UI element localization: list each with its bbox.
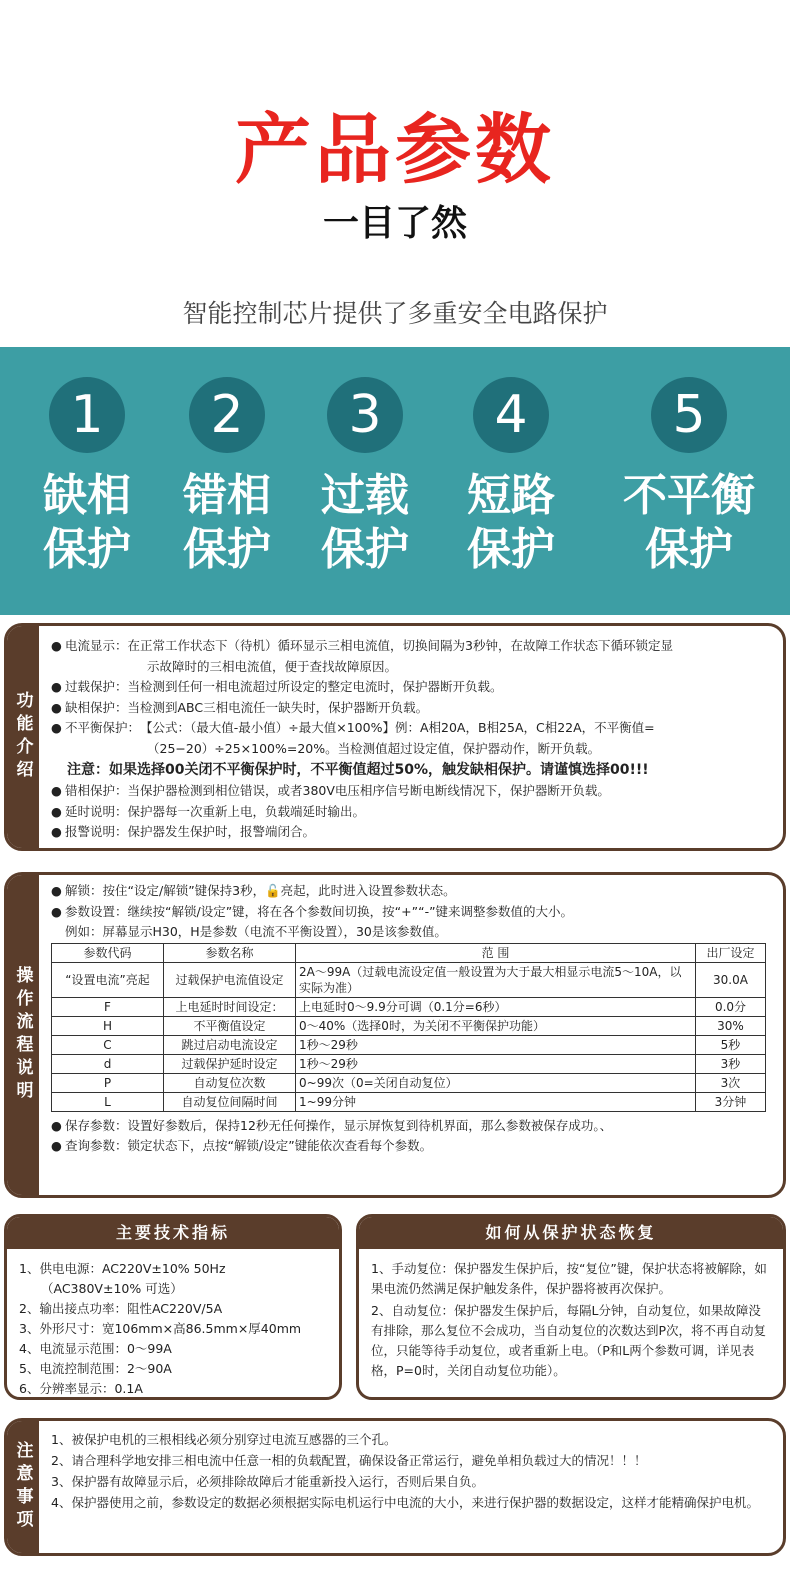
wrong-phase-text: 错相保护：当保护器检测到相位错误，或者380V电压相序信号断电断线情况下，保护器断开负载。 [65,783,610,798]
feature-item [604,377,774,577]
feature-label: 错相 保护 [183,470,271,575]
page-title: 产品参数 [235,105,555,194]
spec-item: 2、输出接点功率：阻性AC220V/5A [19,1301,223,1316]
feature-number: 1 [49,377,125,453]
panel-tab: 操作流程说明 [7,875,39,1195]
table-row: L 自动复位间隔时间 1~99分钟 3分钟 [52,1092,766,1111]
feature-number: 3 [327,377,403,453]
recovery-manual: 1、手动复位：保护器发生保护后，按“复位”键，保护状态将被解除，如果电流仍然满足保护触发条件，保护器将被再次保护。 [371,1261,767,1296]
note-item: 1、被保护电机的三根相线必须分别穿过电流互感器的三个孔。 [51,1432,397,1447]
spec-item: （AC380V±10% 可选） [41,1281,183,1296]
spec-item: 5、电流控制范围：2～90A [19,1361,172,1376]
feature-label: 不平衡 保护 [623,470,755,575]
feature-label: 缺相 保护 [43,470,131,575]
overload-text: 过载保护：当检测到任何一相电流超过所设定的整定电流时，保护器断开负载。 [65,679,503,694]
feature-item [12,377,162,577]
feature-number: 5 [651,377,727,453]
save-text: 保存参数：设置好参数后，保持12秒无任何操作，显示屏恢复到待机界面，那么参数被保存成功。、 [65,1117,613,1133]
feature-item [436,377,586,577]
note-item: 3、保护器有故障显示后，必须排除故障后才能重新投入运行，否则后果自负。 [51,1474,484,1489]
recovery-box [356,1214,786,1400]
params-table [51,943,766,1112]
feature-label: 过载 保护 [321,470,409,575]
query-text: 查询参数：锁定状态下，点按“解锁/设定”键能依次查看每个参数。 [65,1138,433,1153]
param-set-text: 参数设置：继续按“解锁/设定”键，将在各个参数间切换，按“+”“-”键来调整参数值的大小。 [65,903,574,919]
note-item: 4、保护器使用之前，参数设定的数据必须根据实际电机运行中电流的大小，来进行保护器的数据设定，这样才能精确保护电机。 [51,1495,759,1510]
table-row: d 过载保护延时设定 1秒～29秒 3秒 [52,1054,766,1073]
recovery-title: 如何从保护状态恢复 [359,1217,783,1249]
alarm-text: 报警说明：保护器发生保护时，报警端闭合。 [65,824,316,839]
current-display-text: 在正常工作状态下（待机）循环显示三相电流值，切换间隔为3秒钟，在故障工作状态下循环锁定显 [127,638,673,653]
spec-item: 4、电流显示范围：0～99A [19,1341,172,1356]
specs-title: 主要技术指标 [7,1217,339,1249]
feature-number: 2 [189,377,265,453]
function-panel: 功能介绍 ● 电流显示： 在正常工作状态下（待机）循环显示三相电流值，切换间隔为3秒钟，在故障工作状态下循环锁定显 示故障时的三相电流值，便于查找故障原因。 ● 过载保护：当检测到任何一相电流超过所设定的整定电流时，保护器断开负载。 ● 缺相保护：当检测到ABC三相电流任一缺失时，保护器断开负载。 ● 不平衡保护： 【公式：（最大值-最小值）÷最大值×100%】例：A相20A，B相25A，C相22A，不平衡值= （25−20）÷25×100%=20%。当检测值超过设定值，保护器动作，断开负载。 注意：如果选择00关闭不平衡保护时，不平衡值超过50%，触发缺相保护。请谨慎选择00!!! ● 错相保护：当保护器检测到相位错误，或者380V电压相序信号断电断线情况下，保护器断开负载。 ● 延时说明：保护器每一次重新上电，负载端延时输出。 ● 报警说明：保护器发生保护时，报警端闭合。 [4,623,786,851]
table-header: 参数名称 [164,943,296,962]
feature-band [0,347,790,615]
table-header: 范 围 [296,943,696,962]
page-description: 智能控制芯片提供了多重安全电路保护 [182,299,608,328]
panel-tab: 注意事项 [7,1421,39,1553]
table-header: 参数代码 [52,943,164,962]
recovery-auto: 2、自动复位：保护器发生保护后，每隔L分钟，自动复位，如果故障没有排除，那么复位不会成功，当自动复位的次数达到P次，将不再自动复位，只能等待手动复位，或者重新上电。（P和L两个参数可调，详见表格，P=0时，关闭自动复位功能）。 [371,1303,767,1378]
feature-item [290,377,440,577]
unlock-text: 解锁：按住“设定/解锁”键保持3秒，🔓亮起，此时进入设置参数状态。 [65,883,456,898]
table-row: P 自动复位次数 0~99次（0=关闭自动复位） 3次 [52,1073,766,1092]
spec-item: 6、分辨率显示：0.1A [19,1381,143,1396]
table-row: F 上电延时时间设定： 上电延时0～9.9分可调（0.1分=6秒） 0.0分 [52,997,766,1016]
page-subtitle: 一目了然 [322,203,467,244]
spec-item: 1、供电电源：AC220V±10% 50Hz [19,1261,226,1276]
notes-panel [4,1418,786,1556]
table-row: H 不平衡值设定 0～40%（选择0时，为关闭不平衡保护功能） 30% [52,1016,766,1035]
table-row: C 跳过启动电流设定 1秒～29秒 5秒 [52,1035,766,1054]
operation-panel: 操作流程说明 ● 解锁：按住“设定/解锁”键保持3秒，🔓亮起，此时进入设置参数状态。 ● 参数设置：继续按“解锁/设定”键，将在各个参数间切换，按“+”“-”键来调整参数值的大小。 例如：屏幕显示H30，H是参数（电流不平衡设置），30是该参数值。 参数代码 参数名称 范 围 出厂设定 “设置电流”亮起 过载保护电流值设定 2A～99A（过载电流设定值一般设置为大于最大相显示电流5～10A，以实际为准） 30.0A F 上电延时时间设定： 上电延时0～9.9分可调（0.1分=6秒） 0.0分 H 不平衡值设定 0～40%（选择0时，为关闭不平衡保护功能） 30% C 跳过启动电流设定 1秒～29秒 5秒 d 过载保护延时设定 1秒～29秒 3秒 P 自动复位次数 0~99次（0=关闭自动复位） 3次 L 自动复位间隔时间 1~99分钟 3分钟 ● 保存参数：设置好参数后，保持12秒无任何操作，显示屏恢复到待机界面，那么参数被保存成功。、 ● 查询参数：锁定状态下，点按“解锁/设定”键能依次查看每个参数。 [4,872,786,1198]
example-text: 例如：屏幕显示H30，H是参数（电流不平衡设置），30是该参数值。 [65,924,447,939]
note-item: 2、请合理科学地安排三相电流中任意一相的负载配置，确保设备正常运行，避免单相负载过大的情况！！！ [51,1453,647,1468]
feature-number: 4 [473,377,549,453]
phase-loss-text: 缺相保护：当检测到ABC三相电流任一缺失时，保护器断开负载。 [65,699,429,715]
unbalance-text: 【公式：（最大值-最小值）÷最大值×100%】例：A相20A，B相25A，C相22A，不平衡值= [140,720,655,735]
warning-note: 注意：如果选择00关闭不平衡保护时，不平衡值超过50%，触发缺相保护。请谨慎选择00!!! [67,762,649,778]
panel-tab: 功能介绍 [7,626,39,848]
feature-label: 短路 保护 [467,470,555,575]
spec-item: 3、外形尺寸：宽106mm×高86.5mm×厚40mm [19,1321,302,1336]
delay-text: 延时说明：保护器每一次重新上电，负载端延时输出。 [65,803,366,819]
feature-item [152,377,302,577]
table-header: 出厂设定 [696,943,766,962]
table-row: “设置电流”亮起 过载保护电流值设定 2A～99A（过载电流设定值一般设置为大于最大相显示电流5～10A，以实际为准） 30.0A [52,962,766,997]
specs-box [4,1214,342,1400]
